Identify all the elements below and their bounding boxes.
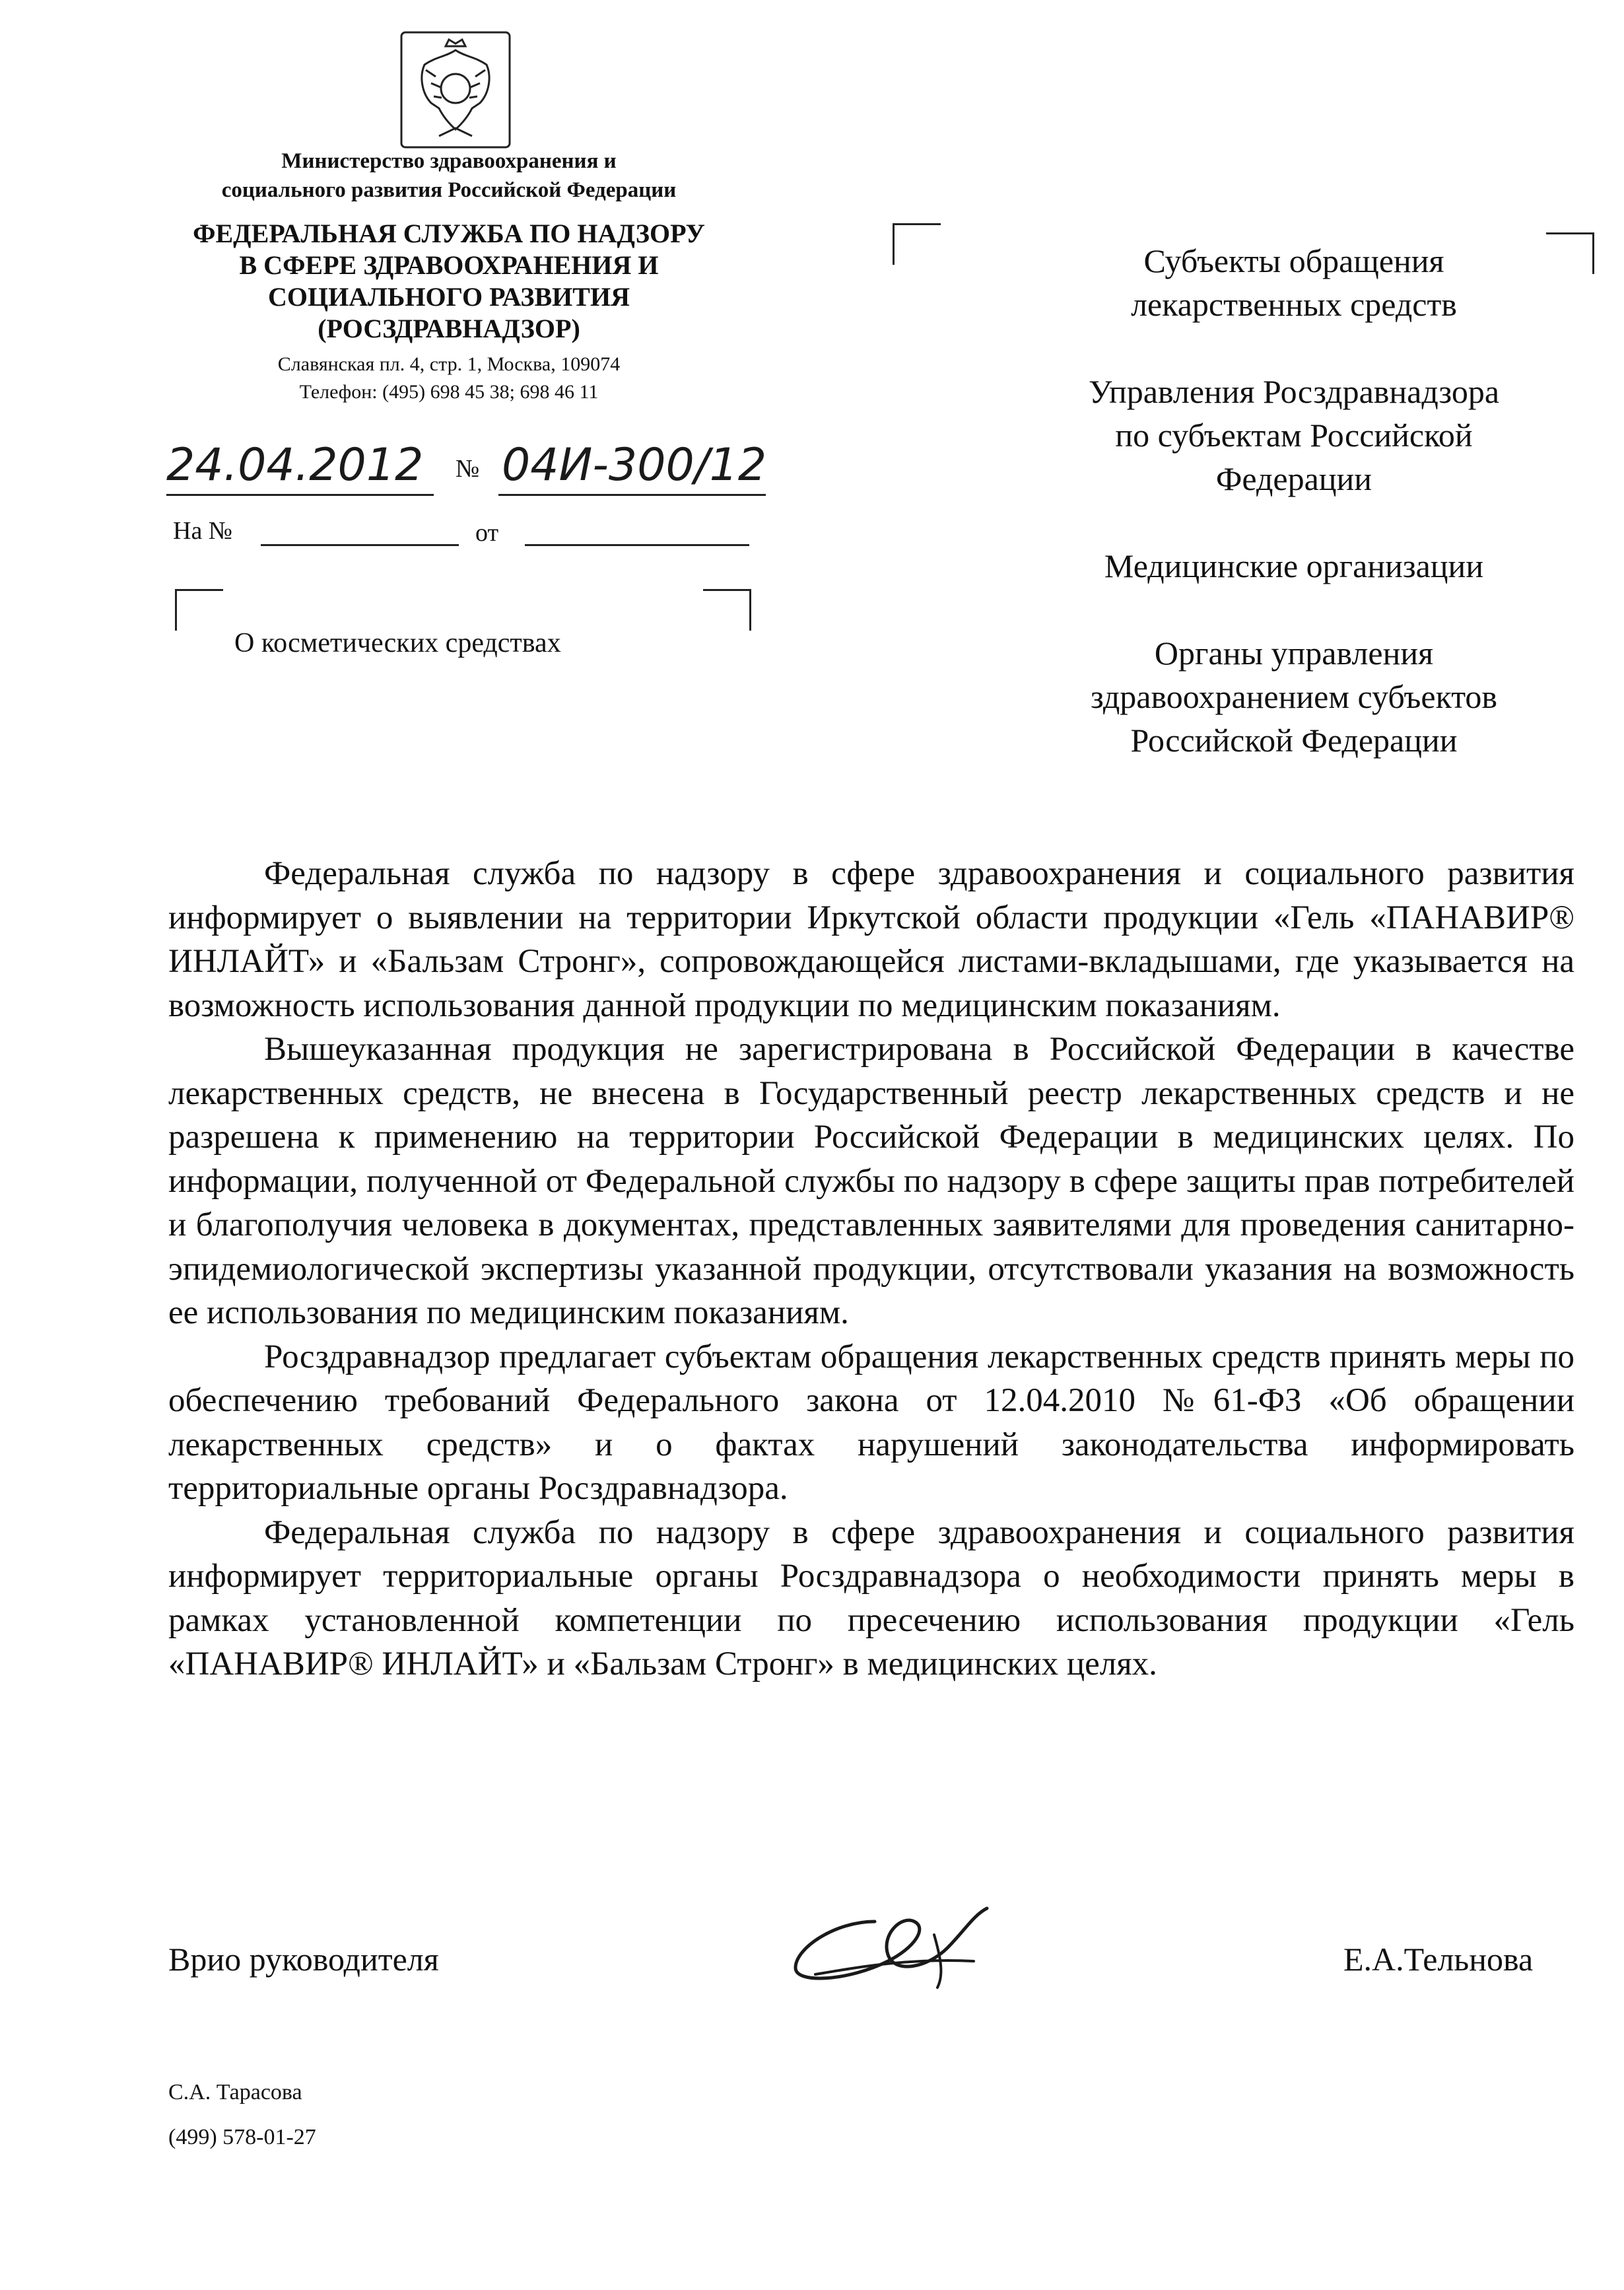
- service-line-2: В СФЕРЕ ЗДРАВООХРАНЕНИЯ И: [239, 250, 659, 280]
- body-paragraph-2: Вышеуказанная продукция не зарегистрирована в Российской Федерации в качестве лекарственных средств, не внесена в Государственный реестр лекарственных средств и не разрешена к применению на территории Российской Федерации в медицинских целях. По информации, полученной от Федеральной службы по надзору в сфере защиты прав потребителей и благополучия человека в документах, представленных заявителями для проведения санитарно-эпидемиологической экспертизы указанной продукции, отсутствовали указания на возможность ее использования по медицинским показаниям.: [168, 1031, 1574, 1331]
- addressee-block: [1003, 239, 1584, 806]
- letter-body: [168, 852, 1574, 1686]
- date-underline: [166, 494, 434, 496]
- state-emblem-icon: [399, 30, 512, 149]
- ministry-line-1: Министерство здравоохранения и: [281, 149, 617, 173]
- executor-phone: (499) 578-01-27: [168, 2125, 316, 2149]
- ministry-line-2: социального развития Российской Федерации: [221, 178, 677, 202]
- addressee-bracket-left: [893, 223, 941, 265]
- number-underline: [498, 494, 766, 496]
- letter-subject: О косметических средствах: [234, 628, 561, 658]
- addressee-3: Медицинские организации: [1104, 547, 1484, 584]
- body-paragraph-3: Росздравнадзор предлагает субъектам обращения лекарственных средств принять меры по обеспечению требований Федерального закона от 12.04.2010 №61-ФЗ «Об обращении лекарственных средств» и о фактах нарушений законодательства информировать территориальные органы Росздравнадзора.: [168, 1338, 1574, 1507]
- ref-from-underline: [525, 544, 749, 546]
- executor-name: С.А. Тарасова: [168, 2080, 302, 2104]
- signatory-title: Врио руководителя: [168, 1941, 439, 1978]
- address: Славянская пл. 4, стр. 1, Москва, 109074: [277, 353, 621, 375]
- subject-bracket-right: [703, 589, 751, 631]
- body-paragraph-4: Федеральная служба по надзору в сфере здравоохранения и социального развития информирует территориальные органы Росздравнадзора о необходимости принять меры в рамках установленной компетенции по пресечению использования продукции «Гель «ПАНАВИР® ИНЛАЙТ» и «Бальзам Стронг» в медицинских целях.: [168, 1513, 1574, 1683]
- subject-bracket-left: [175, 589, 223, 631]
- service-line-4: (РОСЗДРАВНАДЗОР): [318, 314, 580, 343]
- registration-date: 24.04.2012: [166, 439, 424, 491]
- addressee-1: Субъекты обращения лекарственных средств: [1131, 242, 1457, 323]
- handwritten-signature: [776, 1895, 994, 1991]
- addressee-2: Управления Росздравнадзора по субъектам Российской Федерации: [1088, 373, 1500, 497]
- ref-number-label: На №: [173, 517, 233, 545]
- number-sign: №: [456, 455, 480, 483]
- service-line-1: ФЕДЕРАЛЬНАЯ СЛУЖБА ПО НАДЗОРУ: [193, 219, 705, 248]
- ref-number-underline: [261, 544, 459, 546]
- addressee-4: Органы управления здравоохранением субъектов Российской Федерации: [1090, 635, 1498, 759]
- service-line-3: СОЦИАЛЬНОГО РАЗВИТИЯ: [268, 282, 630, 312]
- signatory-name: Е.А.Тельнова: [1343, 1941, 1534, 1978]
- body-paragraph-1: Федеральная служба по надзору в сфере здравоохранения и социального развития информирует о выявлении на территории Иркутской области продукции «Гель «ПАНАВИР® ИНЛАЙТ» и «Бальзам Стронг», сопровождающейся листами-вкладышами, где указывается на возможность использования данной продукции по медицинским показаниям.: [168, 855, 1574, 1024]
- phone: Телефон: (495) 698 45 38; 698 46 11: [299, 381, 599, 403]
- registration-number: 04И-300/12: [502, 439, 767, 491]
- ref-from-label: от: [475, 519, 499, 547]
